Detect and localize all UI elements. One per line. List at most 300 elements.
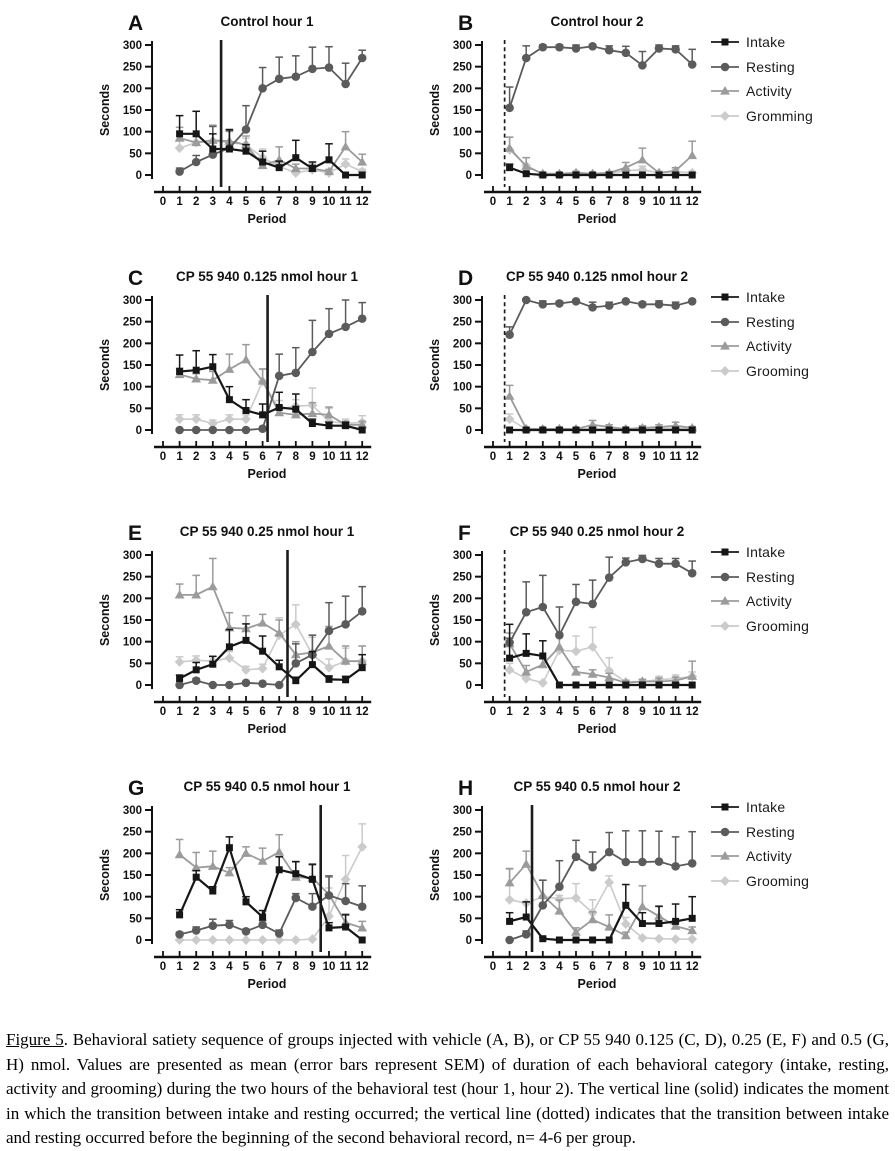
x-tick-label: 0 bbox=[489, 451, 497, 463]
resting-marker bbox=[655, 300, 664, 309]
resting-marker bbox=[522, 930, 531, 939]
grooming-marker bbox=[291, 935, 301, 945]
x-tick-label: 11 bbox=[669, 196, 682, 208]
chart-title: CP 55 940 0.125 nmol hour 1 bbox=[175, 269, 359, 284]
chart-title: CP 55 940 0.25 nmol hour 1 bbox=[179, 524, 355, 539]
grooming-legend-marker bbox=[720, 876, 730, 886]
legend-entry-resting bbox=[710, 55, 870, 80]
series-grooming bbox=[505, 414, 697, 434]
x-tick-label: 11 bbox=[669, 706, 682, 718]
grooming-marker bbox=[258, 664, 268, 674]
resting-marker bbox=[358, 902, 367, 911]
resting-marker bbox=[341, 620, 350, 629]
grooming-marker bbox=[687, 934, 697, 944]
series-line-activity bbox=[180, 587, 363, 662]
y-tick-label: 300 bbox=[122, 550, 142, 562]
grooming-legend-marker-icon bbox=[710, 109, 740, 123]
series-line-resting bbox=[510, 46, 693, 108]
resting-legend-marker bbox=[721, 572, 730, 581]
y-tick-label: 50 bbox=[129, 403, 142, 416]
y-tick-label: 0 bbox=[135, 170, 142, 182]
y-tick-label: 100 bbox=[452, 381, 472, 394]
resting-marker bbox=[225, 426, 234, 435]
y-tick-label: 250 bbox=[122, 61, 142, 74]
legend-entry-resting bbox=[710, 820, 870, 845]
x-tick-label: 12 bbox=[355, 706, 369, 718]
caption-text: . Behavioral satiety sequence of groups injected with vehicle (A, B), or CP 55 940 0.125 (C, D), 0.25 (E, F) and 0.5 (G, H) nmol. Values are presented as mean (error bars represent SEM) of duration of each behavioral category (intake, resting, activity and grooming) during the two hours of the behavioral test (hour 1, hour 2). The vertical line (solid) indicates the moment in which the transition between intake and resting occurred; the vertical line (dotted) indicates that the transition between intake and resting occurred before the beginning of the second behavioral record, n= 4-6 per group. bbox=[6, 1030, 889, 1147]
resting-marker bbox=[258, 424, 267, 433]
resting-marker bbox=[275, 929, 284, 938]
y-tick-label: 300 bbox=[452, 550, 472, 562]
resting-marker bbox=[505, 330, 514, 339]
x-tick-label: 2 bbox=[192, 961, 200, 973]
activity-legend-marker-icon bbox=[710, 849, 740, 863]
x-tick-label: 7 bbox=[275, 706, 283, 718]
legend-label-activity: Activity bbox=[746, 83, 792, 100]
intake-marker bbox=[523, 427, 530, 434]
resting-legend-marker bbox=[721, 62, 730, 71]
intake-legend-marker bbox=[722, 804, 729, 811]
resting-marker bbox=[209, 681, 218, 690]
x-tick-label: 9 bbox=[639, 451, 646, 463]
x-tick-label: 4 bbox=[556, 961, 563, 973]
intake-marker bbox=[359, 937, 366, 944]
y-tick-label: 50 bbox=[129, 148, 142, 161]
resting-marker bbox=[242, 125, 251, 134]
intake-marker bbox=[556, 937, 563, 944]
intake-marker bbox=[193, 666, 200, 673]
intake-marker bbox=[326, 924, 333, 931]
intake-marker bbox=[309, 420, 316, 427]
resting-marker bbox=[605, 46, 614, 55]
intake-marker bbox=[689, 172, 696, 179]
x-tick-label: 10 bbox=[652, 706, 666, 718]
intake-marker bbox=[606, 427, 613, 434]
grooming-marker bbox=[291, 619, 301, 629]
series-resting bbox=[175, 876, 366, 939]
resting-marker bbox=[341, 897, 350, 906]
resting-marker bbox=[555, 43, 564, 52]
resting-marker bbox=[605, 301, 614, 310]
y-tick-label: 100 bbox=[122, 891, 142, 904]
x-tick-label: 10 bbox=[652, 196, 666, 208]
legend-entry-grooming bbox=[710, 359, 870, 384]
intake-marker bbox=[209, 363, 216, 370]
x-tick-label: 3 bbox=[539, 706, 547, 718]
legend-panel-B bbox=[710, 30, 870, 128]
x-axis-label: Period bbox=[247, 212, 287, 226]
series-line-resting bbox=[510, 559, 693, 643]
x-tick-label: 3 bbox=[209, 706, 217, 718]
y-tick-label: 200 bbox=[452, 83, 472, 96]
x-tick-label: 0 bbox=[159, 196, 167, 208]
intake-marker bbox=[309, 165, 316, 172]
grooming-marker bbox=[604, 877, 614, 887]
legend-entry-activity bbox=[710, 589, 870, 614]
series-grooming bbox=[505, 869, 697, 944]
resting-marker bbox=[638, 858, 647, 867]
caption-label: Figure 5 bbox=[6, 1030, 64, 1049]
activity-marker bbox=[241, 848, 251, 857]
y-axis-label: Seconds bbox=[428, 83, 442, 137]
resting-marker bbox=[358, 314, 367, 323]
resting-marker bbox=[258, 921, 267, 930]
resting-marker bbox=[292, 894, 301, 903]
x-tick-label: 6 bbox=[589, 961, 596, 973]
intake-marker bbox=[342, 172, 349, 179]
panel-E-chart bbox=[95, 510, 407, 760]
series-line-grooming bbox=[510, 647, 693, 683]
chart-title: CP 55 940 0.5 nmol hour 2 bbox=[513, 779, 681, 794]
intake-marker bbox=[656, 427, 663, 434]
legend-label-activity: Activity bbox=[746, 593, 792, 610]
intake-marker bbox=[193, 130, 200, 137]
resting-marker bbox=[292, 369, 301, 378]
intake-legend-marker bbox=[722, 549, 729, 556]
x-tick-label: 3 bbox=[209, 196, 217, 208]
legend-label-resting: Resting bbox=[746, 823, 795, 840]
resting-marker bbox=[588, 863, 597, 872]
x-tick-label: 12 bbox=[685, 451, 699, 463]
resting-marker bbox=[522, 296, 531, 305]
panel-B bbox=[425, 0, 737, 255]
chart-title: CP 55 940 0.25 nmol hour 2 bbox=[509, 524, 685, 539]
legend-label-intake: Intake bbox=[746, 34, 786, 51]
grooming-legend-marker bbox=[720, 621, 730, 631]
intake-marker bbox=[506, 655, 513, 662]
grooming-marker bbox=[505, 414, 515, 424]
grooming-marker bbox=[588, 642, 598, 652]
intake-marker bbox=[342, 924, 349, 931]
activity-marker bbox=[588, 915, 598, 924]
activity-marker bbox=[505, 143, 515, 152]
resting-marker bbox=[522, 608, 531, 617]
grooming-marker bbox=[225, 414, 235, 424]
x-tick-label: 10 bbox=[322, 961, 336, 973]
activity-marker bbox=[505, 391, 515, 400]
intake-marker bbox=[292, 677, 299, 684]
resting-marker bbox=[572, 297, 581, 306]
panel-H-chart bbox=[425, 765, 737, 1015]
legend-label-intake: Intake bbox=[746, 289, 786, 306]
intake-marker bbox=[606, 682, 613, 689]
x-tick-label: 2 bbox=[192, 706, 200, 718]
y-tick-label: 100 bbox=[122, 381, 142, 394]
y-axis-label: Seconds bbox=[98, 83, 112, 137]
grooming-marker bbox=[357, 842, 367, 852]
panel-letter-D: D bbox=[458, 267, 474, 290]
intake-legend-marker-icon bbox=[710, 800, 740, 814]
series-line-resting bbox=[510, 300, 693, 335]
intake-marker bbox=[276, 866, 283, 873]
grooming-marker bbox=[654, 934, 664, 944]
x-tick-label: 1 bbox=[506, 706, 513, 718]
y-tick-label: 150 bbox=[452, 615, 472, 627]
y-tick-label: 300 bbox=[122, 805, 142, 817]
x-tick-label: 6 bbox=[259, 451, 266, 463]
resting-marker bbox=[192, 426, 201, 435]
y-tick-label: 0 bbox=[465, 425, 472, 437]
resting-marker bbox=[555, 299, 564, 308]
intake-marker bbox=[243, 898, 250, 905]
activity-legend-marker-icon bbox=[710, 594, 740, 608]
resting-marker bbox=[325, 627, 334, 636]
intake-marker bbox=[672, 427, 679, 434]
y-tick-label: 250 bbox=[452, 61, 472, 74]
legend-panel-F bbox=[710, 540, 870, 638]
grooming-marker bbox=[571, 646, 581, 656]
legend-label-resting: Resting bbox=[746, 58, 795, 75]
x-tick-label: 11 bbox=[339, 196, 352, 208]
intake-marker bbox=[656, 682, 663, 689]
resting-marker bbox=[655, 44, 664, 53]
panel-F bbox=[425, 510, 737, 765]
intake-marker bbox=[226, 844, 233, 851]
grooming-marker bbox=[175, 143, 185, 153]
x-axis-label: Period bbox=[577, 977, 617, 991]
resting-marker bbox=[622, 49, 631, 58]
x-tick-label: 9 bbox=[309, 196, 316, 208]
activity-marker bbox=[638, 902, 648, 911]
y-tick-label: 100 bbox=[122, 126, 142, 139]
series-resting bbox=[505, 555, 696, 647]
legend-label-grooming: Grooming bbox=[746, 617, 810, 634]
panel-letter-B: B bbox=[458, 12, 474, 35]
legend-entry-activity bbox=[710, 334, 870, 359]
legend-label-grooming: Grooming bbox=[746, 362, 810, 379]
intake-marker bbox=[622, 902, 629, 909]
legend-panel-H bbox=[710, 795, 870, 893]
intake-marker bbox=[326, 676, 333, 683]
resting-legend-marker bbox=[721, 827, 730, 836]
x-axis-label: Period bbox=[577, 722, 617, 736]
intake-marker bbox=[589, 937, 596, 944]
panel-D-chart bbox=[425, 255, 737, 505]
grooming-marker bbox=[671, 934, 681, 944]
intake-marker bbox=[259, 914, 266, 921]
grooming-legend-marker-icon bbox=[710, 364, 740, 378]
series-line-activity bbox=[180, 852, 363, 928]
intake-marker bbox=[226, 643, 233, 650]
legend-label-intake: Intake bbox=[746, 799, 786, 816]
x-tick-label: 5 bbox=[242, 706, 250, 718]
panel-D bbox=[425, 255, 737, 510]
resting-marker bbox=[192, 158, 201, 167]
panel-A bbox=[95, 0, 407, 255]
resting-marker bbox=[671, 45, 680, 54]
x-axis-label: Period bbox=[247, 977, 287, 991]
panel-letter-H: H bbox=[458, 777, 474, 800]
legend-entry-intake bbox=[710, 285, 870, 310]
resting-marker bbox=[292, 659, 301, 668]
grooming-marker bbox=[505, 895, 515, 905]
y-tick-label: 50 bbox=[459, 913, 472, 926]
intake-marker bbox=[243, 148, 250, 155]
y-tick-label: 200 bbox=[452, 338, 472, 351]
y-tick-label: 100 bbox=[452, 891, 472, 904]
intake-marker bbox=[523, 170, 530, 177]
y-tick-label: 0 bbox=[465, 680, 472, 692]
panel-G bbox=[95, 765, 407, 1020]
intake-legend-marker-icon bbox=[710, 35, 740, 49]
panel-A-chart bbox=[95, 0, 407, 250]
resting-marker bbox=[225, 921, 234, 930]
y-tick-label: 0 bbox=[135, 425, 142, 437]
grooming-marker bbox=[225, 653, 235, 663]
x-tick-label: 12 bbox=[685, 706, 699, 718]
resting-marker bbox=[655, 857, 664, 866]
series-grooming bbox=[175, 605, 367, 675]
x-tick-label: 0 bbox=[159, 961, 167, 973]
intake-marker bbox=[539, 427, 546, 434]
y-tick-label: 250 bbox=[452, 826, 472, 839]
resting-marker bbox=[308, 348, 317, 357]
grooming-marker bbox=[538, 678, 548, 688]
grooming-marker bbox=[208, 935, 218, 945]
resting-marker bbox=[325, 891, 334, 900]
y-axis-label: Seconds bbox=[428, 338, 442, 392]
figure-caption bbox=[6, 1028, 889, 1151]
resting-legend-marker-icon bbox=[710, 825, 740, 839]
grooming-legend-marker-icon bbox=[710, 874, 740, 888]
activity-marker bbox=[258, 618, 268, 627]
intake-marker bbox=[326, 422, 333, 429]
intake-marker bbox=[176, 130, 183, 137]
x-tick-label: 4 bbox=[556, 196, 563, 208]
legend-label-resting: Resting bbox=[746, 313, 795, 330]
intake-marker bbox=[309, 876, 316, 883]
activity-marker bbox=[324, 641, 334, 650]
x-axis-label: Period bbox=[577, 212, 617, 226]
intake-marker bbox=[243, 407, 250, 414]
x-tick-label: 8 bbox=[292, 961, 300, 973]
resting-marker bbox=[192, 926, 201, 935]
x-tick-label: 6 bbox=[259, 706, 266, 718]
series-line-activity bbox=[510, 396, 693, 429]
intake-marker bbox=[309, 661, 316, 668]
resting-marker bbox=[688, 569, 697, 578]
intake-marker bbox=[259, 648, 266, 655]
intake-legend-marker-icon bbox=[710, 545, 740, 559]
x-tick-label: 4 bbox=[226, 451, 233, 463]
y-tick-label: 150 bbox=[122, 615, 142, 627]
intake-marker bbox=[656, 920, 663, 927]
resting-legend-marker-icon bbox=[710, 60, 740, 74]
grooming-marker bbox=[175, 414, 185, 424]
panel-C-chart bbox=[95, 255, 407, 505]
intake-marker bbox=[539, 935, 546, 942]
intake-marker bbox=[656, 172, 663, 179]
intake-marker bbox=[622, 172, 629, 179]
panel-letter-E: E bbox=[128, 522, 143, 545]
x-tick-label: 1 bbox=[176, 196, 183, 208]
y-axis-label: Seconds bbox=[428, 848, 442, 902]
x-tick-label: 5 bbox=[572, 706, 580, 718]
intake-marker bbox=[589, 172, 596, 179]
intake-legend-marker bbox=[722, 294, 729, 301]
x-tick-label: 0 bbox=[159, 706, 167, 718]
resting-marker bbox=[175, 930, 184, 939]
legend-label-activity: Activity bbox=[746, 848, 792, 865]
intake-marker bbox=[622, 682, 629, 689]
grooming-legend-marker-icon bbox=[710, 619, 740, 633]
intake-marker bbox=[259, 159, 266, 166]
resting-marker bbox=[505, 936, 514, 945]
series-activity bbox=[175, 558, 367, 664]
resting-legend-marker-icon bbox=[710, 570, 740, 584]
series-line-resting bbox=[180, 58, 363, 172]
x-tick-label: 5 bbox=[242, 961, 250, 973]
y-tick-label: 200 bbox=[122, 848, 142, 861]
x-tick-label: 8 bbox=[292, 451, 300, 463]
x-tick-label: 8 bbox=[622, 196, 630, 208]
x-tick-label: 0 bbox=[159, 451, 167, 463]
x-tick-label: 3 bbox=[209, 961, 217, 973]
y-tick-label: 0 bbox=[135, 935, 142, 947]
series-line-activity bbox=[180, 360, 363, 425]
x-tick-label: 11 bbox=[339, 451, 352, 463]
panel-B-chart bbox=[425, 0, 737, 250]
resting-marker bbox=[522, 54, 531, 63]
y-tick-label: 300 bbox=[452, 295, 472, 307]
y-tick-label: 250 bbox=[452, 571, 472, 584]
x-tick-label: 4 bbox=[556, 451, 563, 463]
intake-marker bbox=[672, 172, 679, 179]
intake-marker bbox=[292, 406, 299, 413]
intake-marker bbox=[506, 164, 513, 171]
intake-marker bbox=[639, 920, 646, 927]
activity-marker bbox=[175, 850, 185, 859]
panel-E bbox=[95, 510, 407, 765]
x-tick-label: 11 bbox=[669, 451, 682, 463]
x-tick-label: 10 bbox=[322, 196, 336, 208]
intake-marker bbox=[226, 396, 233, 403]
x-tick-label: 4 bbox=[226, 196, 233, 208]
x-tick-label: 7 bbox=[605, 961, 613, 973]
intake-marker bbox=[359, 427, 366, 434]
x-tick-label: 10 bbox=[322, 706, 336, 718]
resting-marker bbox=[622, 858, 631, 867]
resting-marker bbox=[209, 921, 218, 930]
x-tick-label: 6 bbox=[259, 196, 266, 208]
resting-marker bbox=[258, 84, 267, 93]
resting-marker bbox=[622, 558, 631, 567]
legend-panel-D bbox=[710, 285, 870, 383]
resting-marker bbox=[225, 681, 234, 690]
x-tick-label: 7 bbox=[275, 961, 283, 973]
x-axis-label: Period bbox=[247, 722, 287, 736]
y-tick-label: 150 bbox=[452, 360, 472, 372]
activity-marker bbox=[208, 861, 218, 870]
y-tick-label: 150 bbox=[122, 360, 142, 372]
x-axis-label: Period bbox=[577, 467, 617, 481]
intake-marker bbox=[259, 411, 266, 418]
y-tick-label: 250 bbox=[122, 316, 142, 329]
y-axis-label: Seconds bbox=[428, 593, 442, 647]
series-resting bbox=[175, 587, 366, 690]
resting-marker bbox=[505, 104, 514, 113]
series-line-activity bbox=[510, 864, 693, 936]
legend-entry-activity bbox=[710, 844, 870, 869]
resting-marker bbox=[572, 44, 581, 53]
resting-marker bbox=[555, 631, 564, 640]
panel-H bbox=[425, 765, 737, 1020]
x-tick-label: 2 bbox=[522, 961, 530, 973]
x-tick-label: 12 bbox=[685, 196, 699, 208]
resting-marker bbox=[275, 681, 284, 690]
resting-marker bbox=[209, 426, 218, 435]
resting-legend-marker bbox=[721, 317, 730, 326]
